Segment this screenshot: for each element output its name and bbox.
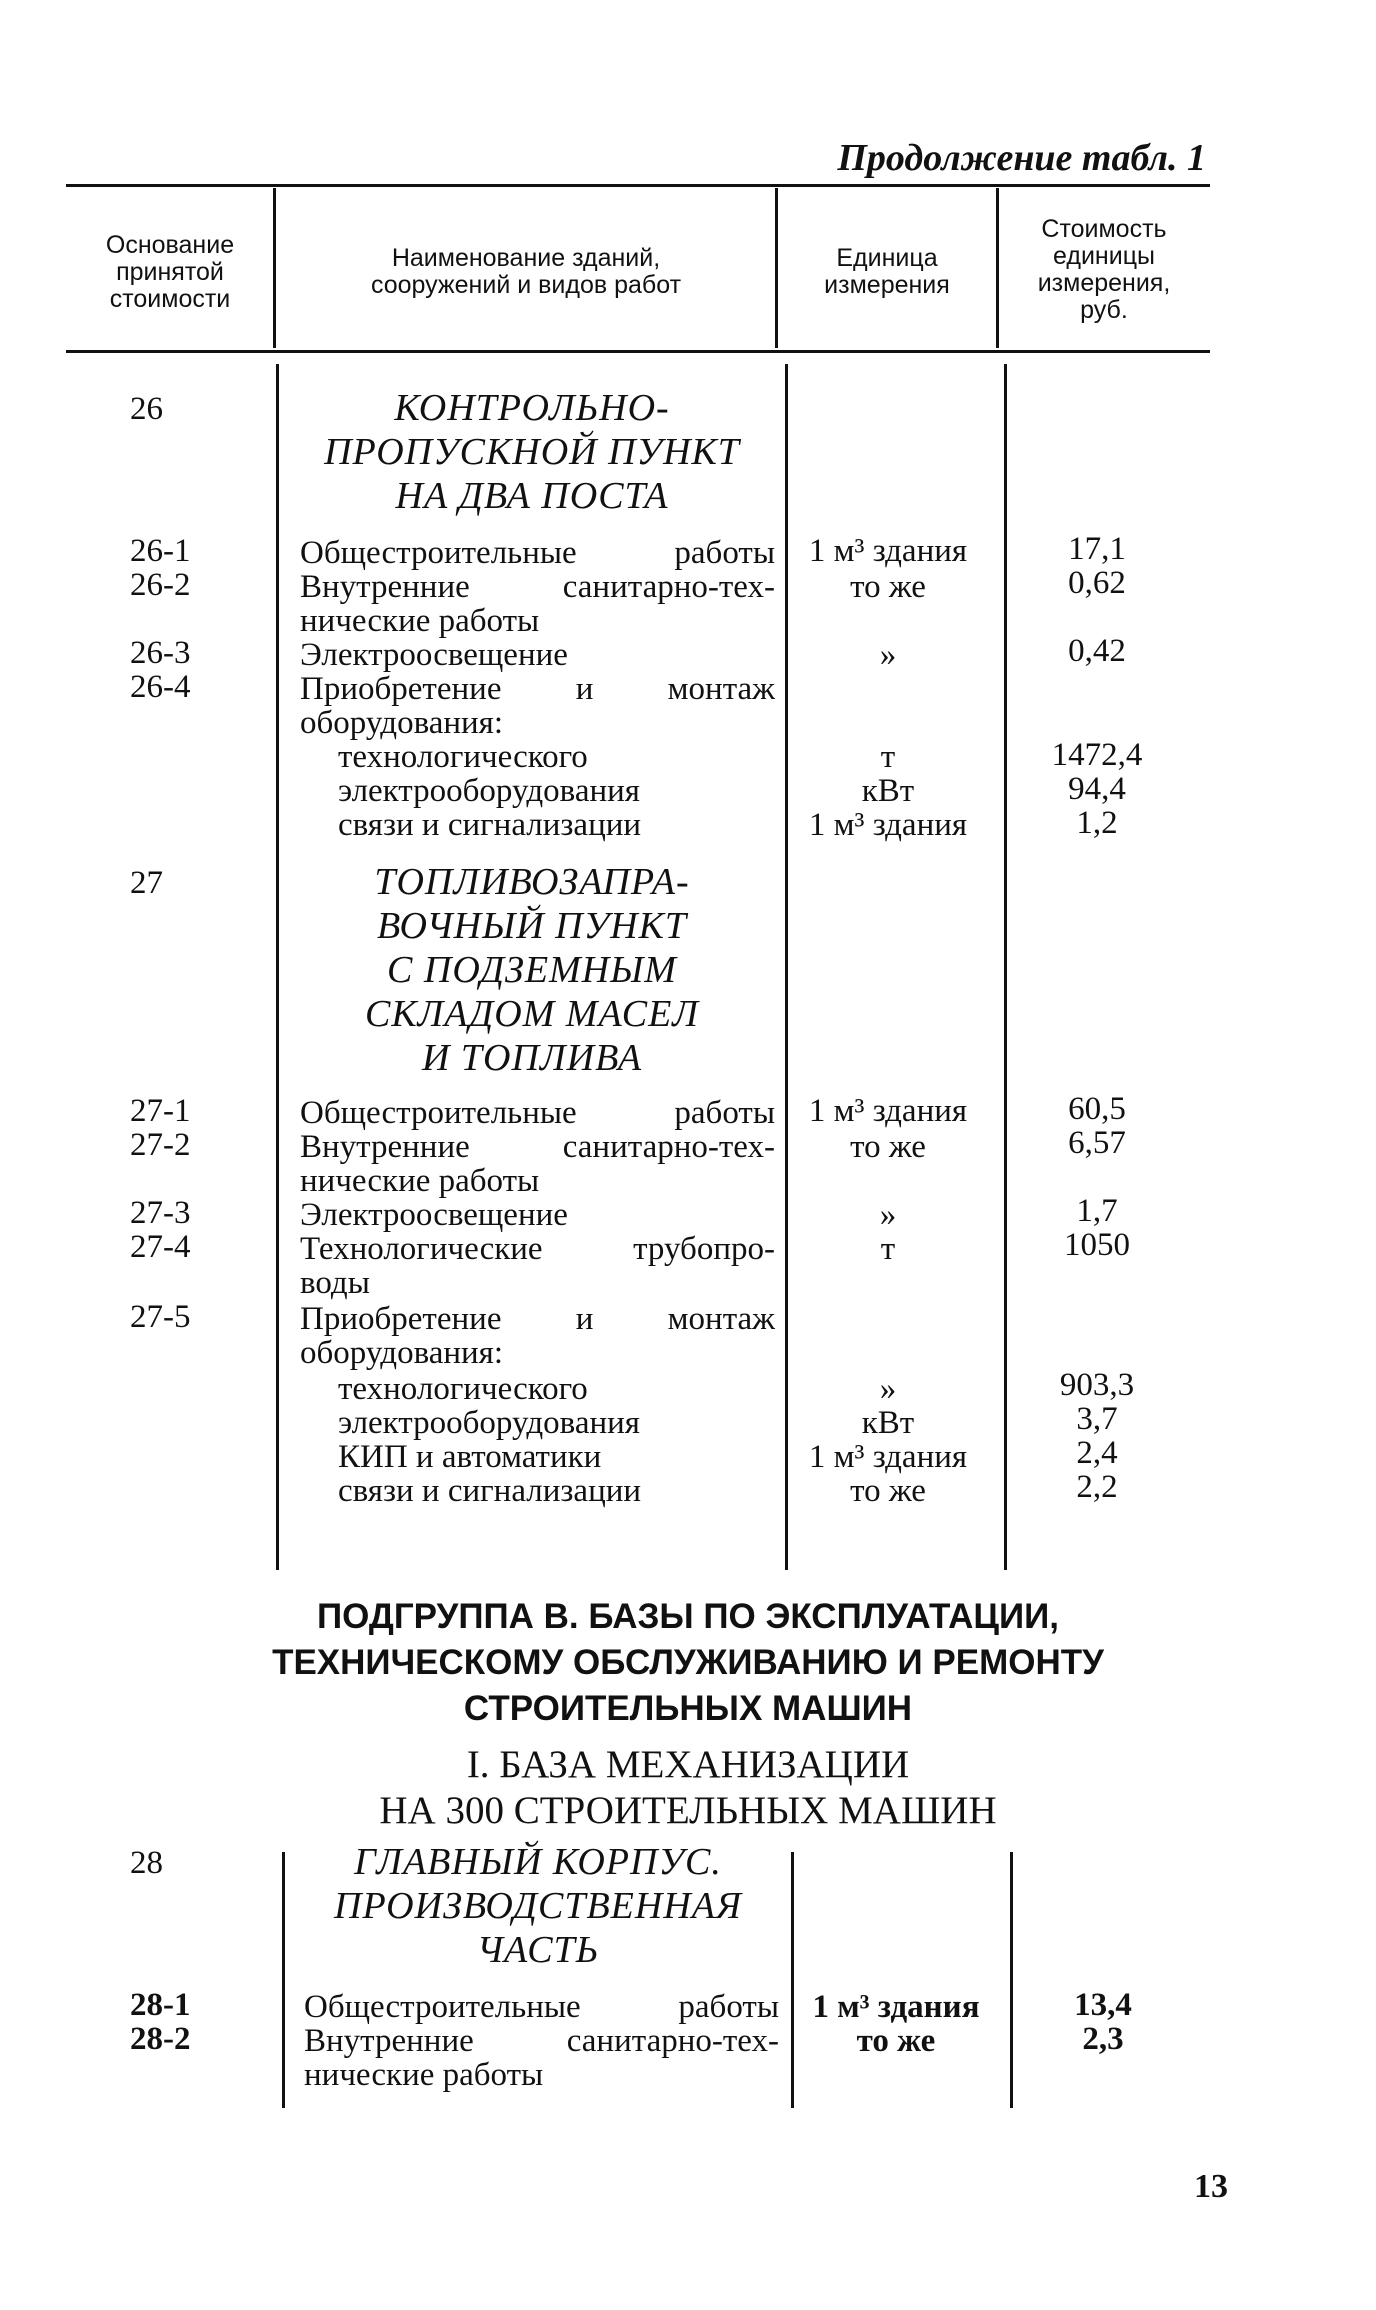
header-col-cost-line: руб.	[1080, 296, 1128, 324]
row-cost: 1050	[1064, 1227, 1130, 1263]
row-cost: 2,2	[1076, 1469, 1118, 1505]
block-title	[282, 386, 782, 518]
block-title-line: ТОПЛИВОЗАПРА-	[374, 861, 690, 903]
header-col-unit-line: Единица	[836, 244, 938, 272]
subgroup-heading-line: ПОДГРУППА В. БАЗЫ ПО ЭКСПЛУАТАЦИИ,	[316, 1597, 1060, 1636]
block-title-line: ПРОПУСКНОЙ ПУНКТ	[324, 431, 740, 473]
row-name-cont: оборудования:	[300, 705, 504, 741]
row-name: Электроосвещение	[300, 1197, 568, 1233]
header-col-name-line: Наименование зданий,	[391, 244, 661, 272]
page-number: 13	[1194, 2168, 1228, 2205]
header-bottom-rule	[66, 350, 1210, 353]
row-code: 27-3	[130, 1195, 191, 1231]
header-col-basis-line: стоимости	[109, 285, 231, 313]
block-code: 27	[130, 865, 163, 901]
row-code: 26-3	[130, 635, 191, 671]
table-continuation-label: Продолжение табл. 1	[837, 137, 1206, 179]
row-name-cont: нические работы	[304, 2057, 544, 2093]
row-code: 26-2	[130, 567, 191, 603]
row-code: 27-2	[130, 1127, 191, 1163]
row-name-cont: воды	[300, 1265, 370, 1301]
block-title-line: ГЛАВНЫЙ КОРПУС.	[354, 1841, 722, 1883]
section-heading	[100, 1742, 1276, 1834]
header-col-cost-line: измерения,	[1037, 269, 1171, 297]
row-unit: »	[879, 1197, 897, 1233]
header-divider-2	[775, 188, 778, 348]
row-cost: 60,5	[1068, 1091, 1126, 1127]
row-cost: 1,2	[1076, 805, 1118, 841]
subgroup-heading	[100, 1594, 1276, 1732]
header-divider-3	[996, 188, 999, 348]
row-name: технологического	[338, 739, 588, 775]
row-unit: то же	[850, 1129, 926, 1165]
header-top-rule	[66, 184, 1210, 187]
row-name: электрооборудования	[338, 1405, 640, 1441]
row-name-cont: нические работы	[300, 603, 540, 639]
row-unit: 1 м³ здания	[808, 1093, 968, 1129]
header-col-basis	[70, 232, 270, 313]
body-divider-3	[1004, 364, 1007, 1570]
row-name: Внутренние санитарно-тех-	[304, 2023, 779, 2059]
header-divider-1	[273, 188, 276, 348]
row-unit: 1 м³ здания	[812, 1989, 980, 2025]
row-name: Электроосвещение	[300, 637, 568, 673]
row-name: Общестроительные работы	[304, 1989, 779, 2025]
row-cost: 1472,4	[1051, 737, 1143, 773]
row-cost: 903,3	[1059, 1367, 1135, 1403]
row-name: электрооборудования	[338, 773, 640, 809]
row-unit: то же	[856, 2023, 936, 2059]
row-unit: то же	[850, 569, 926, 605]
block-title-line: ЧАСТЬ	[476, 1929, 600, 1971]
row-unit: т	[880, 1231, 896, 1267]
row-name: Общестроительные работы	[300, 535, 775, 571]
block-title-line: ВОЧНЫЙ ПУНКТ	[377, 905, 687, 947]
row-unit: кВт	[861, 773, 915, 809]
row-name: Общестроительные работы	[300, 1095, 775, 1131]
block-title	[288, 1840, 788, 1972]
block-title	[282, 860, 782, 1080]
row-code: 26-1	[130, 533, 191, 569]
row-name: Приобретение и монтаж	[300, 671, 775, 707]
header-col-cost-line: единицы	[1053, 242, 1155, 270]
row-unit: 1 м³ здания	[808, 1439, 968, 1475]
header-col-name	[282, 245, 770, 299]
row-name: КИП и автоматики	[338, 1439, 602, 1475]
row-cost: 0,62	[1068, 565, 1126, 601]
header-col-unit	[782, 245, 992, 299]
section-heading-line: I. БАЗА МЕХАНИЗАЦИИ	[466, 1743, 910, 1786]
row-cost: 94,4	[1068, 771, 1126, 807]
row-name: технологического	[338, 1371, 588, 1407]
row-unit: то же	[850, 1473, 926, 1509]
row-name-cont: оборудования:	[300, 1335, 504, 1371]
block-title-line: И ТОПЛИВА	[421, 1037, 643, 1079]
section-heading-line: НА 300 СТРОИТЕЛЬНЫХ МАШИН	[379, 1789, 997, 1832]
subgroup-heading-line: ТЕХНИЧЕСКОМУ ОБСЛУЖИВАНИЮ И РЕМОНТУ	[272, 1643, 1104, 1682]
row-cost: 13,4	[1074, 1987, 1132, 2023]
header-col-unit-line: измерения	[824, 271, 950, 299]
header-col-cost	[1002, 216, 1206, 324]
row-cost: 1,7	[1076, 1193, 1118, 1229]
row-code: 26-4	[130, 669, 191, 705]
row-name: Внутренние санитарно-тех-	[300, 1129, 775, 1165]
block-title-line: СКЛАДОМ МАСЕЛ	[364, 993, 700, 1035]
header-col-basis-line: принятой	[116, 258, 224, 286]
body-divider-3b	[1010, 1852, 1013, 2108]
block-title-line: С ПОДЗЕМНЫМ	[387, 949, 677, 991]
row-unit: кВт	[861, 1405, 915, 1441]
block-code: 26	[130, 391, 163, 427]
row-cost: 17,1	[1068, 531, 1126, 567]
block-title-line: ПРОИЗВОДСТВЕННАЯ	[334, 1885, 742, 1927]
row-name-cont: нические работы	[300, 1163, 540, 1199]
body-divider-1b	[282, 1852, 285, 2108]
row-cost: 2,3	[1082, 2021, 1124, 2057]
row-unit: »	[879, 637, 897, 673]
row-code: 27-5	[130, 1299, 191, 1335]
block-code: 28	[130, 1845, 163, 1881]
row-cost: 2,4	[1076, 1435, 1118, 1471]
row-cost: 6,57	[1068, 1125, 1126, 1161]
row-unit: 1 м³ здания	[808, 807, 968, 843]
header-col-basis-line: Основание	[105, 231, 235, 259]
subgroup-heading-line: СТРОИТЕЛЬНЫХ МАШИН	[463, 1689, 913, 1728]
block-title-line: КОНТРОЛЬНО-	[394, 387, 670, 429]
row-unit: т	[880, 739, 896, 775]
row-code: 27-4	[130, 1229, 191, 1265]
row-cost: 3,7	[1076, 1401, 1118, 1437]
row-code: 27-1	[130, 1093, 191, 1129]
row-name: связи и сигнализации	[338, 1473, 642, 1509]
row-unit: 1 м³ здания	[808, 533, 968, 569]
row-name: Внутренние санитарно-тех-	[300, 569, 775, 605]
row-name: связи и сигнализации	[338, 807, 642, 843]
row-code: 28-2	[130, 2021, 191, 2057]
row-unit: »	[879, 1371, 897, 1407]
block-title-line: НА ДВА ПОСТА	[395, 475, 669, 517]
body-divider-1	[276, 364, 279, 1570]
row-code: 28-1	[130, 1987, 191, 2023]
header-col-cost-line: Стоимость	[1041, 215, 1167, 243]
header-col-name-line: сооружений и видов работ	[370, 271, 682, 299]
row-name: Приобретение и монтаж	[300, 1301, 775, 1337]
row-cost: 0,42	[1068, 633, 1126, 669]
row-name: Технологические трубопро-	[300, 1231, 775, 1267]
body-divider-2b	[791, 1852, 794, 2108]
